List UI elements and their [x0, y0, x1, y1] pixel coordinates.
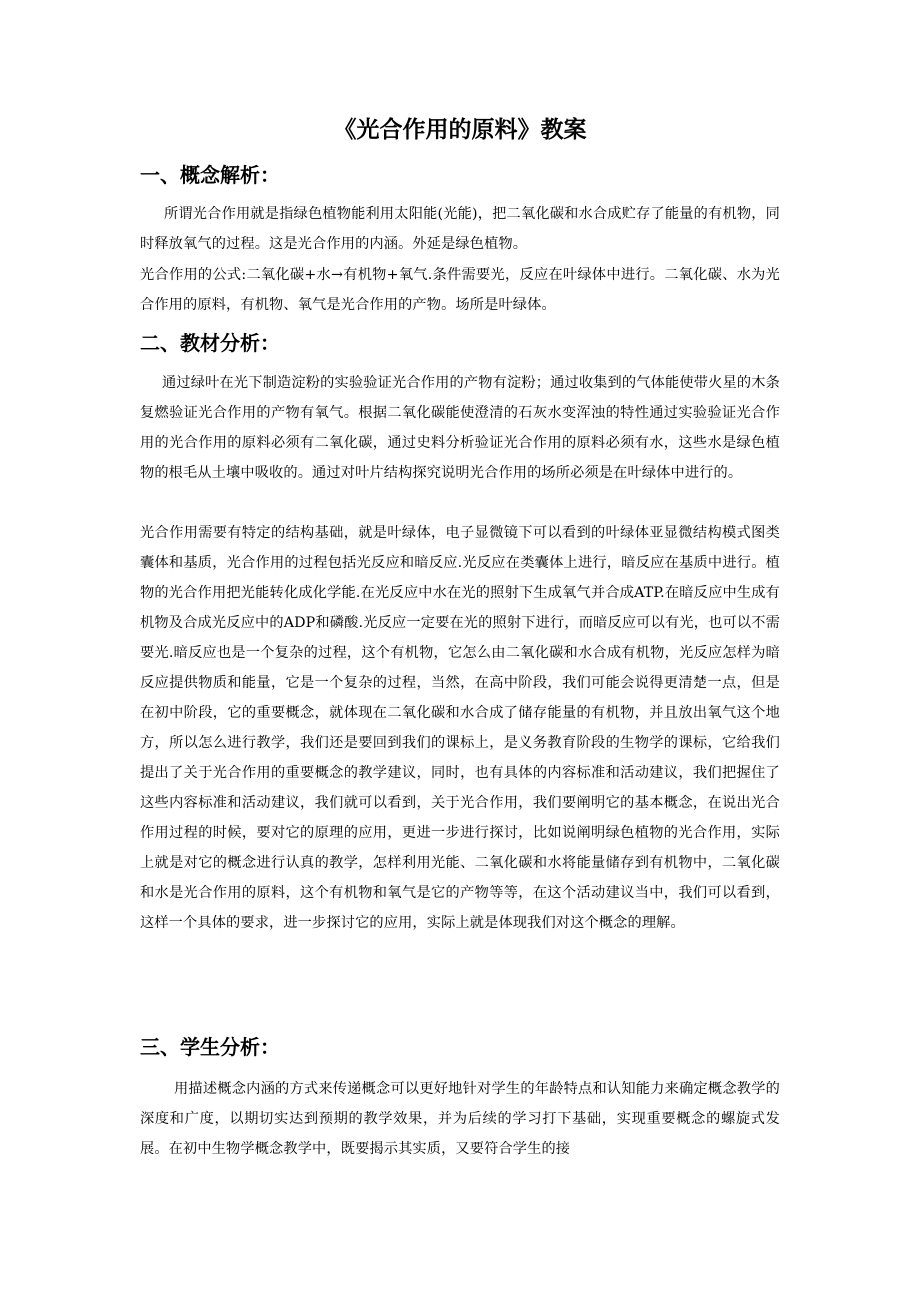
paragraph-students-analysis: 用描述概念内涵的方式来传递概念可以更好地针对学生的年龄特点和认知能力来确定概念教学的深度和广度，以期切实达到预期的教学效果，并为后续的学习打下基础，实现重要概念的螺旋式发展。在初中生物学概念教学中，既要揭示其实质，又要符合学生的接	[140, 1081, 780, 1157]
paragraph-concept-formula: 光合作用的公式:二氧化碳+水→有机物+氧气.条件需要光，反应在叶绿体中进行。二氧化碳、水为光合作用的原料，有机物、氧气是光合作用的产物。场所是叶绿体。	[140, 267, 780, 313]
document-title: 《光合作用的原料》教案	[333, 117, 587, 143]
paragraph-textbook-structure: 光合作用需要有特定的结构基础，就是叶绿体，电子显微镜下可以看到的叶绿体亚显微结构模式图类囊体和基质，光合作用的过程包括光反应和暗反应.光反应在类囊体上进行，暗反应在基质中进行。植物的光合作用把光能转化成化学能.在光反应中水在光的照射下生成氧气并合成ATP.在暗反应中生成有机物及合成光反应中的ADP和磷酸.光反应一定要在光的照射下进行，而暗反应可以有光，也可以不需要光.暗反应也是一个复杂的过程，这个有机物，它怎么由二氧化碳和水合成有机物，光反应怎样为暗反应提供物质和能量，它是一个复杂的过程，当然，在高中阶段，我们可能会说得更清楚一点，但是在初中阶段，它的重要概念，就体现在二氧化碳和水合成了储存能量的有机物，并且放出氧气这个地方，所以怎么进行教学，我们还是要回到我们的课标上，是义务教育阶段的生物学的课标，它给我们提出了关于光合作用的重要概念的教学建议，同时，也有具体的内容标准和活动建议，我们把握住了这些内容标准和活动建议，我们就可以看到，关于光合作用，我们要阐明它的基本概念，在说出光合作用过程的时候，要对它的原理的应用，更进一步进行探讨，比如说阐明绿色植物的光合作用，实际上就是对它的概念进行认真的教学，怎样利用光能、二氧化碳和水将能量储存到有机物中，二氧化碳和水是光合作用的原料，这个有机物和氧气是它的产物等等，在这个活动建议当中，我们可以看到，这样一个具体的要求，进一步探讨它的应用，实际上就是体现我们对这个概念的理解。	[140, 525, 780, 931]
paragraph-textbook-experiments: 通过绿叶在光下制造淀粉的实验验证光合作用的产物有淀粉；通过收集到的气体能使带火星的木条复燃验证光合作用的产物有氧气。根据二氧化碳能使澄清的石灰水变浑浊的特性通过实验验证光合作用的光合作用的原料必须有二氧化碳，通过史料分析验证光合作用的原料必须有水，这些水是绿色植物的根毛从土壤中吸收的。通过对叶片结构探究说明光合作用的场所必须是在叶绿体中进行的。	[140, 375, 780, 481]
section-heading-textbook: 二、教材分析：	[140, 331, 280, 355]
paragraph-concept-definition: 所谓光合作用就是指绿色植物能利用太阳能(光能)，把二氧化碳和水合成贮存了能量的有机物，同时释放氧气的过程。这是光合作用的内涵。外延是绿色植物。	[140, 206, 780, 252]
section-heading-students: 三、学生分析：	[140, 1035, 280, 1059]
section-heading-concept: 一、概念解析：	[140, 163, 280, 187]
